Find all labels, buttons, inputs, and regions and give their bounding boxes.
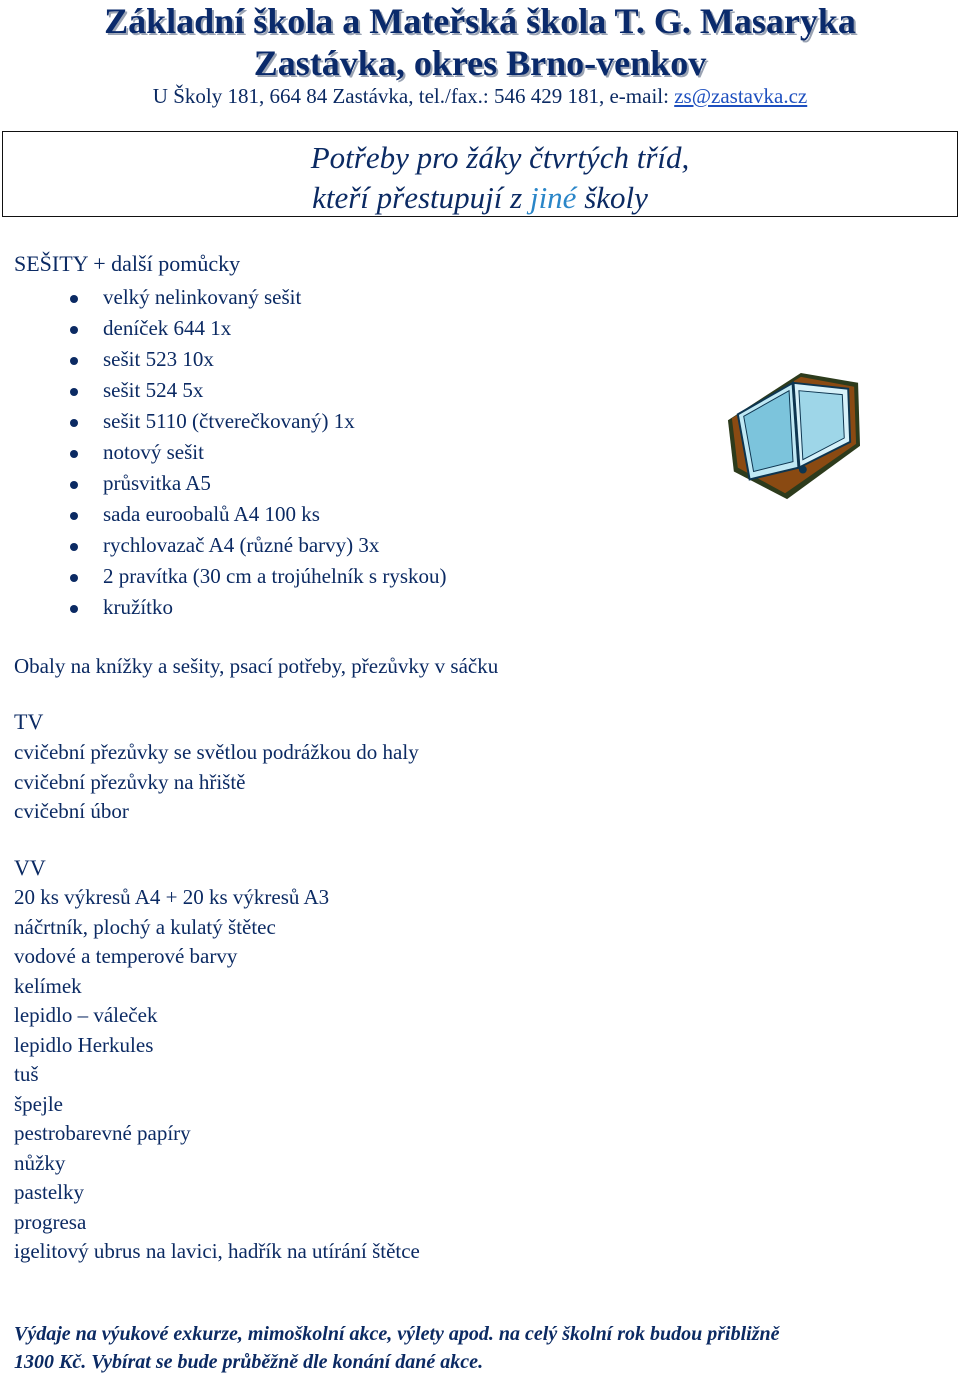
title-line2-end: školy bbox=[576, 180, 648, 215]
list-item: náčrtník, plochý a kulatý štětec bbox=[14, 914, 276, 939]
list-item bbox=[0, 592, 447, 623]
list-item-text: 2 pravítka (30 cm a trojúhelník s ryskou) bbox=[103, 564, 447, 588]
list-item-text: notový sešit bbox=[103, 440, 204, 464]
title-line2 bbox=[3, 178, 957, 218]
email-link[interactable]: zs@zastavka.cz bbox=[674, 84, 808, 108]
list-item: cvičební přezůvky na hřiště bbox=[14, 769, 246, 794]
sesity-list bbox=[0, 282, 447, 623]
list-item bbox=[0, 375, 447, 406]
list-item bbox=[0, 282, 447, 313]
bullet-icon bbox=[70, 295, 78, 303]
list-item bbox=[0, 530, 447, 561]
letterhead bbox=[0, 0, 960, 108]
list-item-text: průsvitka A5 bbox=[103, 471, 211, 495]
list-item: vodové a temperové barvy bbox=[14, 944, 238, 968]
footer-line1: Výdaje na výukové exkurze, mimoškolní akce, výlety apod. na celý školní rok budou přibližně bbox=[14, 1323, 780, 1345]
list-item-text: sešit 5110 (čtverečkovaný) 1x bbox=[103, 409, 355, 433]
list-item bbox=[0, 437, 447, 468]
list-item-text: velký nelinkovaný sešit bbox=[103, 285, 302, 309]
bullet-icon bbox=[70, 512, 78, 520]
tv-list bbox=[14, 738, 419, 827]
vv-list bbox=[14, 883, 420, 1267]
school-address bbox=[0, 84, 960, 108]
list-item: pestrobarevné papíry bbox=[14, 1121, 191, 1145]
list-item-text: rychlovazač A4 (různé barvy) 3x bbox=[103, 533, 380, 557]
vv-heading: VV bbox=[14, 855, 46, 880]
list-item: progresa bbox=[14, 1209, 87, 1234]
school-name-line1: Základní škola a Mateřská škola T. G. Masaryka bbox=[104, 1, 856, 41]
bullet-icon bbox=[70, 419, 78, 427]
list-item: cvičební úbor bbox=[14, 799, 129, 823]
obaly-note: Obaly na knížky a sešity, psací potřeby, přezůvky v sáčku bbox=[14, 654, 499, 678]
list-item-text: sada euroobalů A4 100 ks bbox=[103, 502, 320, 526]
bullet-icon bbox=[70, 357, 78, 365]
document-title bbox=[2, 131, 958, 217]
bullet-icon bbox=[70, 450, 78, 458]
list-item: cvičební přezůvky se světlou podrážkou do haly bbox=[14, 740, 419, 764]
list-item: 20 ks výkresů A4 + 20 ks výkresů A3 bbox=[14, 885, 330, 909]
footer-line2: 1300 Kč. Vybírat se bude průběžně dle konání dané akce. bbox=[14, 1351, 484, 1373]
list-item: nůžky bbox=[14, 1150, 66, 1175]
list-item bbox=[0, 344, 447, 375]
sesity-heading: SEŠITY + další pomůcky bbox=[14, 251, 241, 276]
open-book-icon bbox=[724, 368, 862, 508]
list-item-text: kružítko bbox=[103, 595, 173, 619]
title-line1: Potřeby pro žáky čtvrtých tříd, bbox=[310, 140, 690, 175]
list-item: špejle bbox=[14, 1091, 63, 1116]
list-item bbox=[0, 468, 447, 499]
bullet-icon bbox=[70, 574, 78, 582]
footer-note bbox=[14, 1320, 944, 1376]
title-line2-start: kteří přestupují z bbox=[312, 180, 530, 215]
list-item-text: sešit 523 10x bbox=[103, 347, 214, 371]
list-item bbox=[0, 313, 447, 344]
list-item: lepidlo Herkules bbox=[14, 1032, 154, 1057]
bullet-icon bbox=[70, 543, 78, 551]
list-item: tuš bbox=[14, 1062, 39, 1086]
bullet-icon bbox=[70, 388, 78, 396]
list-item bbox=[0, 561, 447, 592]
address-text: U Školy 181, 664 84 Zastávka, tel./fax.: 546 429 181, e-mail: bbox=[152, 84, 675, 108]
list-item: kelímek bbox=[14, 973, 82, 998]
bullet-icon bbox=[70, 326, 78, 334]
list-item-text: deníček 644 1x bbox=[103, 316, 232, 340]
list-item-text: sešit 524 5x bbox=[103, 378, 204, 402]
title-accent-word: jiné bbox=[529, 180, 577, 215]
list-item: lepidlo – váleček bbox=[14, 1003, 158, 1027]
school-name-line2: Zastávka, okres Brno-venkov bbox=[253, 43, 707, 83]
list-item: pastelky bbox=[14, 1180, 84, 1204]
bullet-icon bbox=[70, 481, 78, 489]
tv-heading: TV bbox=[14, 709, 44, 734]
list-item: igelitový ubrus na lavici, hadřík na utírání štětce bbox=[14, 1239, 420, 1263]
bullet-icon bbox=[70, 605, 78, 613]
list-item bbox=[0, 499, 447, 530]
list-item bbox=[0, 406, 447, 437]
